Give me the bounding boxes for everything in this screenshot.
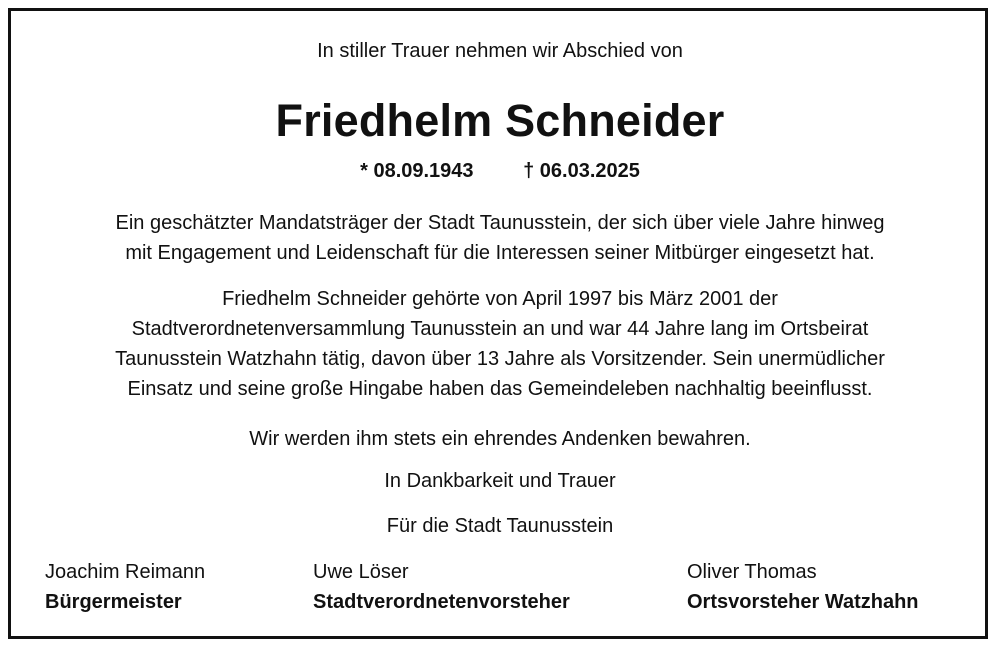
- signatory-name: Joachim Reimann: [45, 561, 206, 583]
- on-behalf-line: Für die Stadt Taunusstein: [386, 515, 614, 537]
- birth-date: * 08.09.1943: [360, 160, 474, 182]
- life-dates: [0, 160, 1000, 183]
- signatory-name: Oliver Thomas: [687, 561, 817, 583]
- signatory-mayor: [45, 557, 205, 617]
- signatory-title: Ortsvorsteher Watzhahn: [687, 591, 919, 613]
- closing-line: In Dankbarkeit und Trauer: [384, 470, 616, 492]
- signatory-title: Bürgermeister: [45, 591, 182, 613]
- text-line: Ein geschätzter Mandatsträger der Stadt Taunusstein, der sich über viele Jahre hinweg: [115, 212, 885, 234]
- text-line: Stadtverordnetenversammlung Taunusstein an und war 44 Jahre lang im Ortsbeirat: [131, 318, 869, 340]
- signatory-district-head: [687, 557, 919, 617]
- text-line: Taunusstein Watzhahn tätig, davon über 13 Jahre als Vorsitzender. Sein unermüdlicher: [115, 348, 885, 370]
- text-line: Friedhelm Schneider gehörte von April 1997 bis März 2001 der: [222, 288, 778, 310]
- career-paragraph: [0, 284, 1000, 404]
- death-date: † 06.03.2025: [523, 160, 640, 182]
- text-line: Einsatz und seine große Hingabe haben das Gemeindeleben nachhaltig beeinflusst.: [127, 378, 873, 400]
- signatory-title: Stadtverordnetenvorsteher: [313, 591, 570, 613]
- intro-line: In stiller Trauer nehmen wir Abschied von: [317, 40, 683, 62]
- signatory-name: Uwe Löser: [313, 561, 409, 583]
- text-line: mit Engagement und Leidenschaft für die Interessen seiner Mitbürger eingesetzt hat.: [125, 242, 875, 264]
- tribute-paragraph: [0, 208, 1000, 268]
- signatory-council-chair: [313, 557, 570, 617]
- deceased-name: Friedhelm Schneider: [275, 95, 725, 146]
- remembrance-line: Wir werden ihm stets ein ehrendes Andenken bewahren.: [249, 428, 751, 450]
